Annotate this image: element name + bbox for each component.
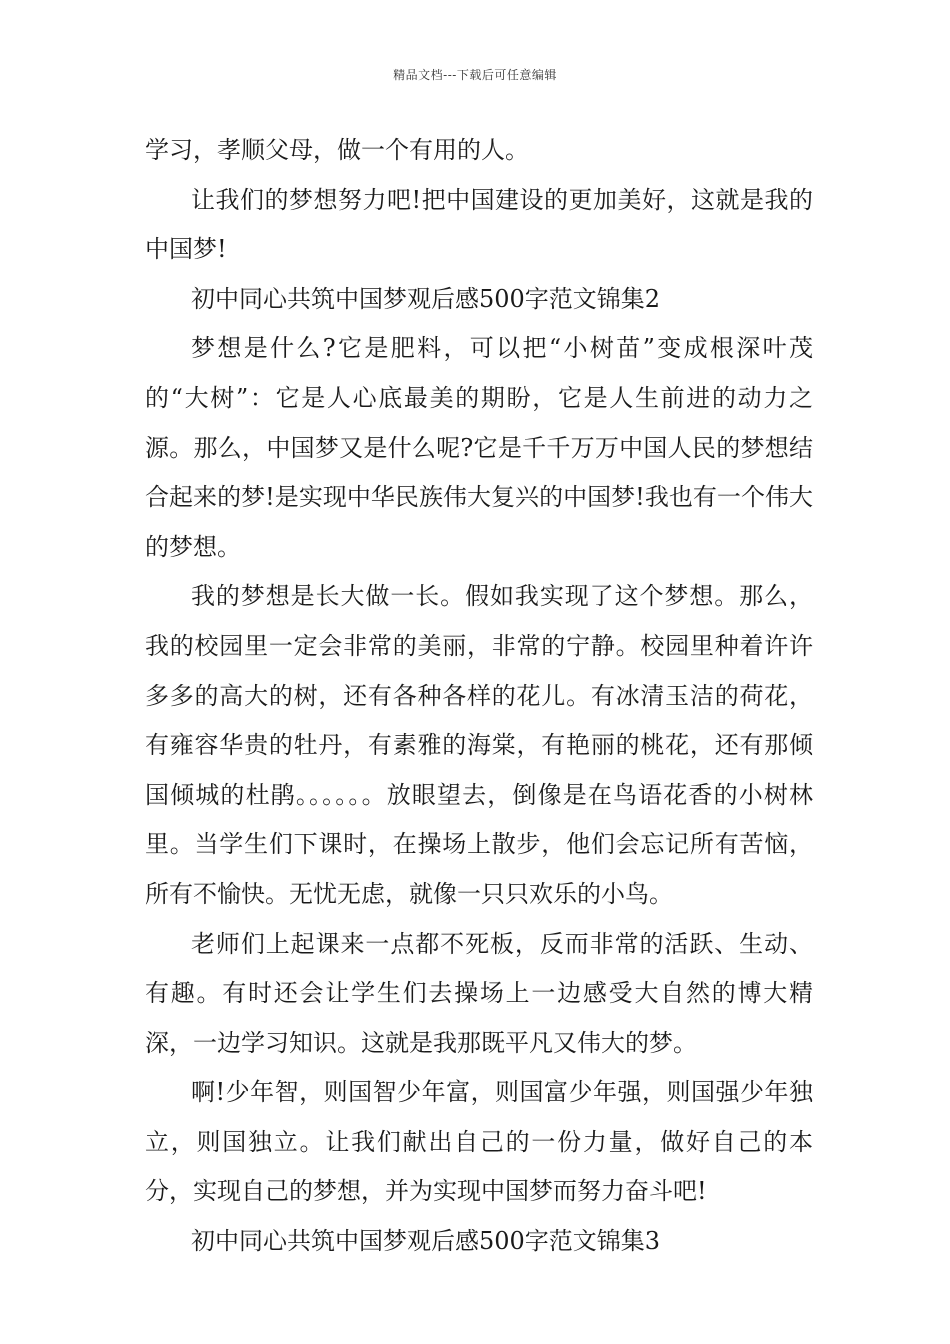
paragraph: 让我们的梦想努力吧!把中国建设的更加美好，这就是我的中国梦! — [145, 185, 813, 264]
section-heading: 初中同心共筑中国梦观后感500字范文锦集2 — [191, 284, 661, 313]
paragraph: 我的梦想是长大做一长。假如我实现了这个梦想。那么，我的校园里一定会非常的美丽，非常的宁静。校园里种着许许多多的高大的树，还有各种各样的花儿。有冰清玉洁的荷花，有雍容华贵的牡丹，有素雅的海棠，有艳丽的桃花，还有那倾国倾城的杜鹃。。。。。。放眼望去，倒像是在鸟语花香的小树林里。当学生们下课时，在操场上散步，他们会忘记所有苦恼，所有不愉快。无忧无虑，就像一只只欢乐的小鸟。 — [145, 582, 813, 908]
paragraph: 老师们上起课来一点都不死板，反而非常的活跃、生动、有趣。有时还会让学生们去操场上一边感受大自然的博大精深，一边学习知识。这就是我那既平凡又伟大的梦。 — [145, 929, 813, 1057]
paragraph: 啊!少年智，则国智少年富，则国富少年强，则国强少年独立，则国独立。让我们献出自己的一份力量，做好自己的本分，实现自己的梦想，并为实现中国梦而努力奋斗吧! — [145, 1078, 813, 1206]
section-heading: 初中同心共筑中国梦观后感500字范文锦集3 — [191, 1227, 661, 1256]
page-header: 精品文档---下载后可任意编辑 — [393, 68, 557, 82]
paragraph: 学习，孝顺父母，做一个有用的人。 — [145, 136, 529, 164]
paragraph: 梦想是什么?它是肥料，可以把“小树苗”变成根深叶茂的“大树”：它是人心底最美的期盼，它是人生前进的动力之源。那么，中国梦又是什么呢?它是千千万万中国人民的梦想结合起来的梦!是实现中华民族伟大复兴的中国梦!我也有一个伟大的梦想。 — [145, 334, 813, 561]
document-body — [145, 126, 813, 1267]
